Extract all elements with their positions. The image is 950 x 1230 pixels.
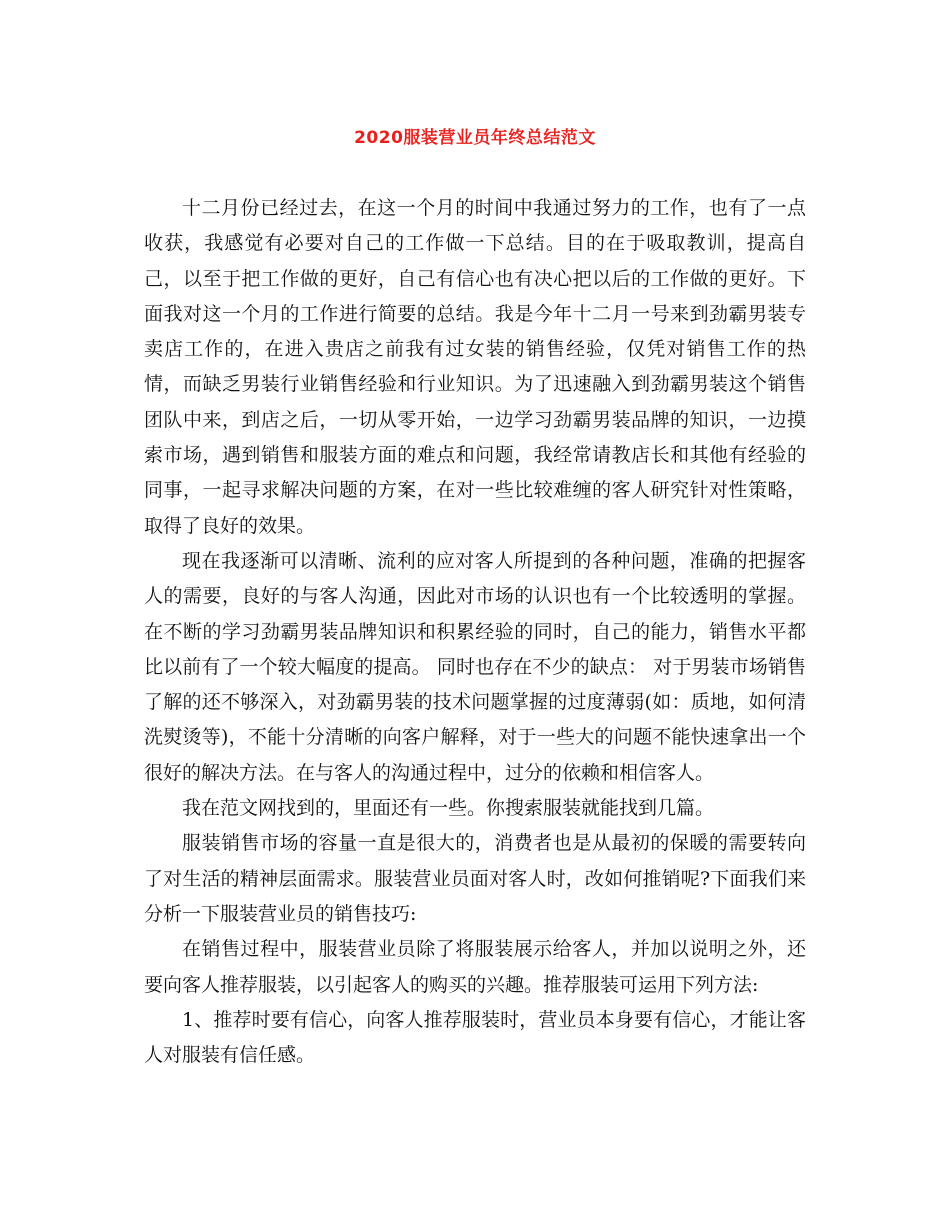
paragraph-3: 我在范文网找到的，里面还有一些。你搜索服装就能找到几篇。	[182, 797, 715, 820]
paragraph-4: 服装销售市场的容量一直是很大的，消费者也是从最初的保暖的需要转向了对生活的精神层面需求。服装营业员面对客人时，改如何推销呢?下面我们来分析一下服装营业员的销售技巧:	[144, 832, 806, 925]
document-title: 2020服装营业员年终总结范文	[354, 128, 596, 148]
document-body	[144, 191, 806, 1073]
paragraph-6: 1、推荐时要有信心，向客人推荐服装时，营业员本身要有信心，才能让客人对服装有信任感。	[144, 1008, 806, 1067]
paragraph-5: 在销售过程中，服装营业员除了将服装展示给客人，并加以说明之外，还要向客人推荐服装，以引起客人的购买的兴趣。推荐服装可运用下列方法:	[144, 938, 806, 996]
paragraph-1: 十二月份已经过去，在这一个月的时间中我通过努力的工作，也有了一点收获，我感觉有必要对自己的工作做一下总结。目的在于吸取教训，提高自己，以至于把工作做的更好，自己有信心也有决心把以后的工作做的更好。下面我对这一个月的工作进行简要的总结。我是今年十二月一号来到劲霸男装专卖店工作的，在进入贵店之前我有过女装的销售经验，仅凭对销售工作的热情，而缺乏男装行业销售经验和行业知识。为了迅速融入到劲霸男装这个销售团队中来，到店之后，一切从零开始，一边学习劲霸男装品牌的知识，一边摸索市场，遇到销售和服装方面的难点和问题，我经常请教店长和其他有经验的同事，一起寻求解决问题的方案，在对一些比较难缠的客人研究针对性策略，取得了良好的效果。	[144, 197, 806, 537]
paragraph-2: 现在我逐渐可以清晰、流利的应对客人所提到的各种问题，准确的把握客人的需要，良好的与客人沟通，因此对市场的认识也有一个比较透明的掌握。在不断的学习劲霸男装品牌知识和积累经验的同时，自己的能力，销售水平都比以前有了一个较大幅度的提高。 同时也存在不少的缺点： 对于男装市场销售了解的还不够深入，对劲霸男装的技术问题掌握的过度薄弱(如：质地，如何清洗熨烫等)，不能十分清晰的向客户解释，对于一些大的问题不能快速拿出一个很好的解决方法。在与客人的沟通过程中，过分的依赖和相信客人。	[144, 549, 806, 784]
